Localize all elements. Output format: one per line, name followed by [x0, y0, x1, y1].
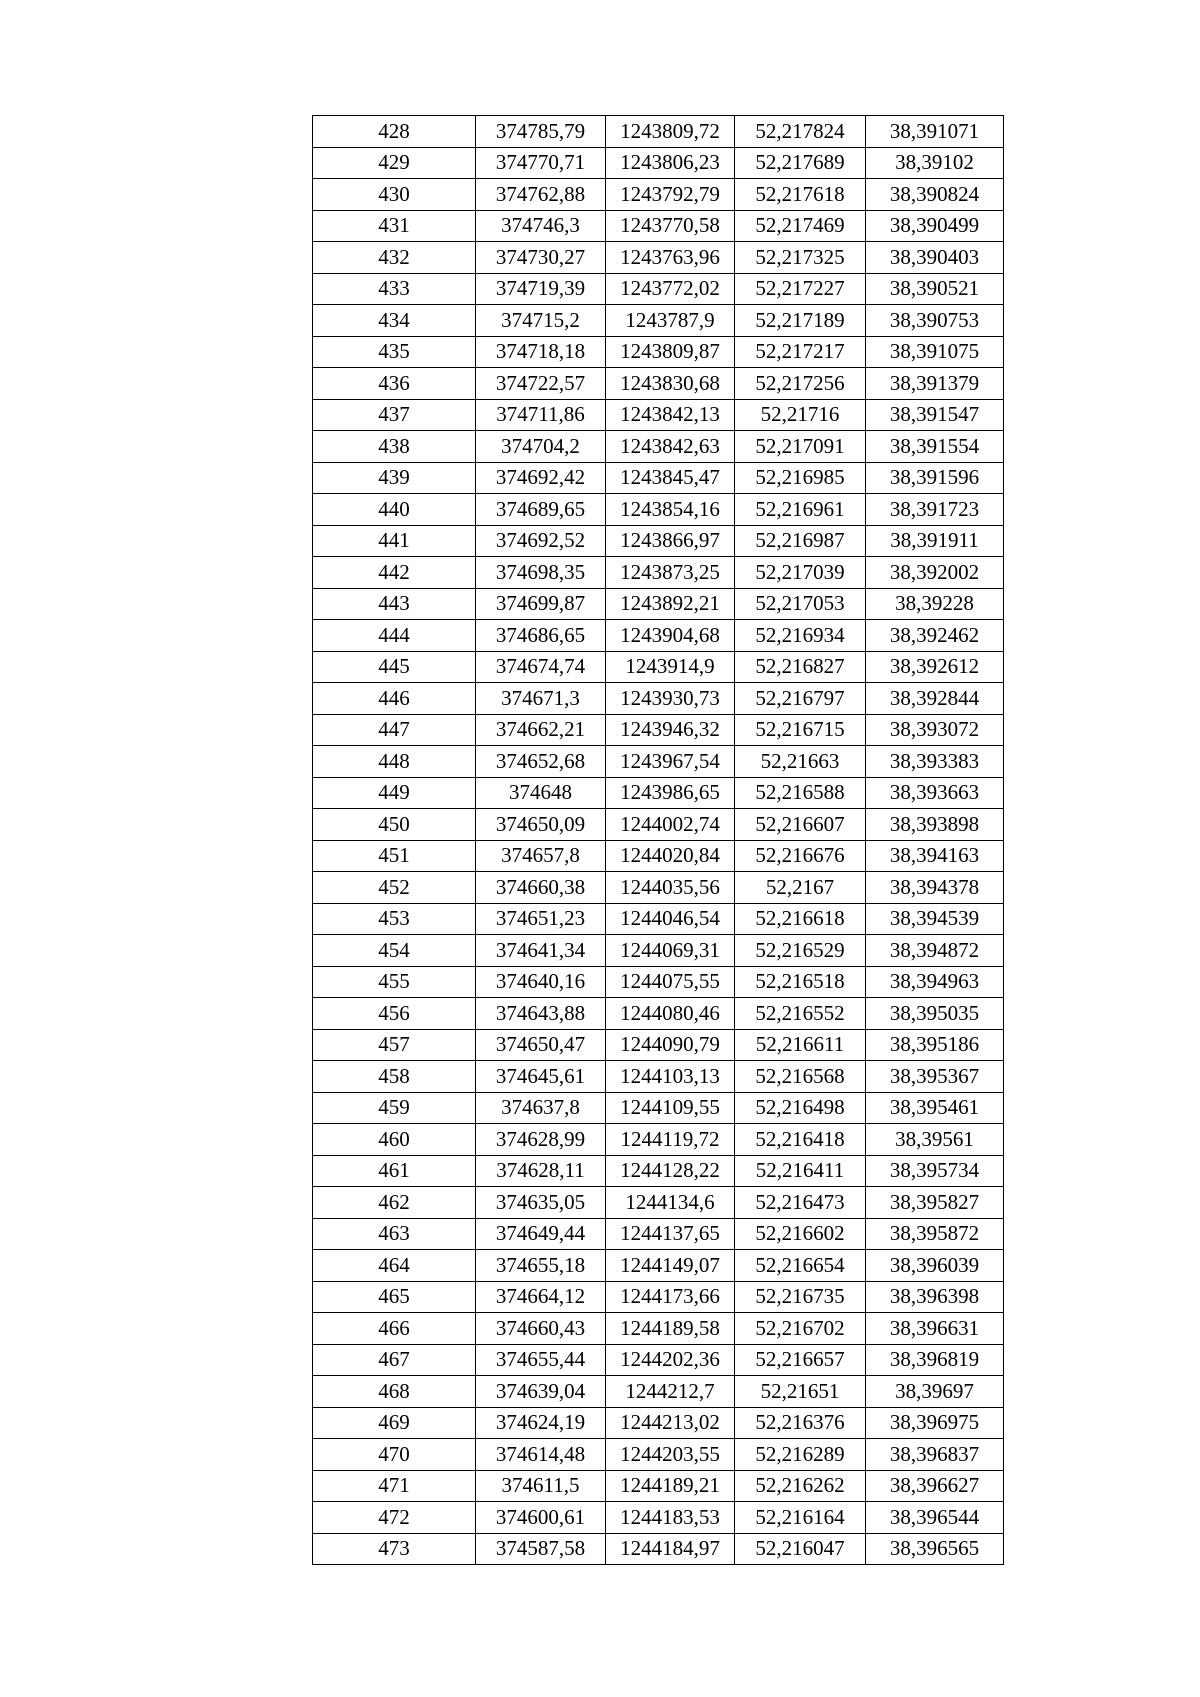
x-coordinate-cell: 374587,58 [476, 1533, 606, 1565]
latitude-cell: 52,216529 [735, 935, 866, 967]
longitude-cell: 38,394872 [866, 935, 1004, 967]
longitude-cell: 38,396819 [866, 1344, 1004, 1376]
longitude-cell: 38,390521 [866, 273, 1004, 305]
table-row [313, 1250, 1004, 1282]
x-coordinate-cell: 374643,88 [476, 998, 606, 1030]
coordinates-table-body [313, 116, 1004, 1565]
x-coordinate-cell: 374637,8 [476, 1092, 606, 1124]
longitude-cell: 38,39697 [866, 1376, 1004, 1408]
table-row [313, 210, 1004, 242]
point-number-cell: 435 [313, 336, 476, 368]
table-row [313, 179, 1004, 211]
table-row [313, 1092, 1004, 1124]
y-coordinate-cell: 1243967,54 [606, 746, 735, 778]
x-coordinate-cell: 374704,2 [476, 431, 606, 463]
y-coordinate-cell: 1244189,58 [606, 1313, 735, 1345]
point-number-cell: 450 [313, 809, 476, 841]
x-coordinate-cell: 374628,99 [476, 1124, 606, 1156]
table-row [313, 557, 1004, 589]
y-coordinate-cell: 1244213,02 [606, 1407, 735, 1439]
longitude-cell: 38,391547 [866, 399, 1004, 431]
y-coordinate-cell: 1244149,07 [606, 1250, 735, 1282]
point-number-cell: 472 [313, 1502, 476, 1534]
y-coordinate-cell: 1244134,6 [606, 1187, 735, 1219]
table-row [313, 1439, 1004, 1471]
latitude-cell: 52,216611 [735, 1029, 866, 1061]
point-number-cell: 447 [313, 714, 476, 746]
y-coordinate-cell: 1243930,73 [606, 683, 735, 715]
longitude-cell: 38,395367 [866, 1061, 1004, 1093]
table-row [313, 1155, 1004, 1187]
longitude-cell: 38,392844 [866, 683, 1004, 715]
point-number-cell: 442 [313, 557, 476, 589]
longitude-cell: 38,39561 [866, 1124, 1004, 1156]
latitude-cell: 52,217053 [735, 588, 866, 620]
longitude-cell: 38,394539 [866, 903, 1004, 935]
point-number-cell: 428 [313, 116, 476, 148]
point-number-cell: 433 [313, 273, 476, 305]
x-coordinate-cell: 374692,52 [476, 525, 606, 557]
latitude-cell: 52,217256 [735, 368, 866, 400]
point-number-cell: 461 [313, 1155, 476, 1187]
point-number-cell: 429 [313, 147, 476, 179]
table-row [313, 1502, 1004, 1534]
table-row [313, 1029, 1004, 1061]
point-number-cell: 432 [313, 242, 476, 274]
point-number-cell: 462 [313, 1187, 476, 1219]
table-row [313, 1124, 1004, 1156]
latitude-cell: 52,216047 [735, 1533, 866, 1565]
table-row [313, 746, 1004, 778]
table-row [313, 494, 1004, 526]
table-row [313, 1376, 1004, 1408]
longitude-cell: 38,394378 [866, 872, 1004, 904]
latitude-cell: 52,217689 [735, 147, 866, 179]
x-coordinate-cell: 374662,21 [476, 714, 606, 746]
y-coordinate-cell: 1244184,97 [606, 1533, 735, 1565]
table-row [313, 872, 1004, 904]
y-coordinate-cell: 1244035,56 [606, 872, 735, 904]
longitude-cell: 38,391071 [866, 116, 1004, 148]
latitude-cell: 52,217227 [735, 273, 866, 305]
point-number-cell: 443 [313, 588, 476, 620]
y-coordinate-cell: 1244109,55 [606, 1092, 735, 1124]
latitude-cell: 52,216498 [735, 1092, 866, 1124]
table-row [313, 588, 1004, 620]
point-number-cell: 436 [313, 368, 476, 400]
latitude-cell: 52,216607 [735, 809, 866, 841]
longitude-cell: 38,395872 [866, 1218, 1004, 1250]
longitude-cell: 38,391379 [866, 368, 1004, 400]
latitude-cell: 52,216827 [735, 651, 866, 683]
latitude-cell: 52,217189 [735, 305, 866, 337]
latitude-cell: 52,216164 [735, 1502, 866, 1534]
point-number-cell: 469 [313, 1407, 476, 1439]
longitude-cell: 38,391596 [866, 462, 1004, 494]
x-coordinate-cell: 374664,12 [476, 1281, 606, 1313]
point-number-cell: 470 [313, 1439, 476, 1471]
y-coordinate-cell: 1243946,32 [606, 714, 735, 746]
latitude-cell: 52,21663 [735, 746, 866, 778]
x-coordinate-cell: 374639,04 [476, 1376, 606, 1408]
point-number-cell: 434 [313, 305, 476, 337]
point-number-cell: 445 [313, 651, 476, 683]
point-number-cell: 439 [313, 462, 476, 494]
latitude-cell: 52,216987 [735, 525, 866, 557]
x-coordinate-cell: 374614,48 [476, 1439, 606, 1471]
point-number-cell: 438 [313, 431, 476, 463]
y-coordinate-cell: 1244128,22 [606, 1155, 735, 1187]
y-coordinate-cell: 1243830,68 [606, 368, 735, 400]
latitude-cell: 52,217824 [735, 116, 866, 148]
table-row [313, 1470, 1004, 1502]
latitude-cell: 52,217325 [735, 242, 866, 274]
y-coordinate-cell: 1244137,65 [606, 1218, 735, 1250]
y-coordinate-cell: 1244212,7 [606, 1376, 735, 1408]
x-coordinate-cell: 374719,39 [476, 273, 606, 305]
table-row [313, 714, 1004, 746]
longitude-cell: 38,394163 [866, 840, 1004, 872]
x-coordinate-cell: 374641,34 [476, 935, 606, 967]
x-coordinate-cell: 374655,18 [476, 1250, 606, 1282]
latitude-cell: 52,216702 [735, 1313, 866, 1345]
latitude-cell: 52,216676 [735, 840, 866, 872]
y-coordinate-cell: 1244119,72 [606, 1124, 735, 1156]
table-row [313, 368, 1004, 400]
point-number-cell: 468 [313, 1376, 476, 1408]
y-coordinate-cell: 1244075,55 [606, 966, 735, 998]
latitude-cell: 52,217618 [735, 179, 866, 211]
latitude-cell: 52,216618 [735, 903, 866, 935]
point-number-cell: 458 [313, 1061, 476, 1093]
point-number-cell: 454 [313, 935, 476, 967]
x-coordinate-cell: 374650,47 [476, 1029, 606, 1061]
longitude-cell: 38,395461 [866, 1092, 1004, 1124]
y-coordinate-cell: 1244202,36 [606, 1344, 735, 1376]
longitude-cell: 38,396398 [866, 1281, 1004, 1313]
latitude-cell: 52,217039 [735, 557, 866, 589]
coordinates-table [312, 115, 1004, 1565]
point-number-cell: 437 [313, 399, 476, 431]
y-coordinate-cell: 1244090,79 [606, 1029, 735, 1061]
x-coordinate-cell: 374715,2 [476, 305, 606, 337]
table-row [313, 242, 1004, 274]
table-row [313, 651, 1004, 683]
latitude-cell: 52,216961 [735, 494, 866, 526]
point-number-cell: 466 [313, 1313, 476, 1345]
latitude-cell: 52,216568 [735, 1061, 866, 1093]
longitude-cell: 38,39102 [866, 147, 1004, 179]
x-coordinate-cell: 374689,65 [476, 494, 606, 526]
table-row [313, 1218, 1004, 1250]
x-coordinate-cell: 374660,43 [476, 1313, 606, 1345]
latitude-cell: 52,21716 [735, 399, 866, 431]
table-row [313, 273, 1004, 305]
x-coordinate-cell: 374649,44 [476, 1218, 606, 1250]
y-coordinate-cell: 1244002,74 [606, 809, 735, 841]
point-number-cell: 460 [313, 1124, 476, 1156]
y-coordinate-cell: 1243873,25 [606, 557, 735, 589]
longitude-cell: 38,395035 [866, 998, 1004, 1030]
latitude-cell: 52,217091 [735, 431, 866, 463]
longitude-cell: 38,396975 [866, 1407, 1004, 1439]
y-coordinate-cell: 1243770,58 [606, 210, 735, 242]
table-row [313, 116, 1004, 148]
table-row [313, 147, 1004, 179]
point-number-cell: 463 [313, 1218, 476, 1250]
table-row [313, 840, 1004, 872]
y-coordinate-cell: 1243787,9 [606, 305, 735, 337]
y-coordinate-cell: 1243914,9 [606, 651, 735, 683]
latitude-cell: 52,216552 [735, 998, 866, 1030]
y-coordinate-cell: 1243866,97 [606, 525, 735, 557]
table-row [313, 620, 1004, 652]
point-number-cell: 465 [313, 1281, 476, 1313]
longitude-cell: 38,391911 [866, 525, 1004, 557]
x-coordinate-cell: 374699,87 [476, 588, 606, 620]
longitude-cell: 38,392002 [866, 557, 1004, 589]
table-row [313, 1344, 1004, 1376]
x-coordinate-cell: 374655,44 [476, 1344, 606, 1376]
y-coordinate-cell: 1243842,13 [606, 399, 735, 431]
table-row [313, 462, 1004, 494]
longitude-cell: 38,390403 [866, 242, 1004, 274]
y-coordinate-cell: 1243845,47 [606, 462, 735, 494]
latitude-cell: 52,216518 [735, 966, 866, 998]
y-coordinate-cell: 1243854,16 [606, 494, 735, 526]
y-coordinate-cell: 1243809,72 [606, 116, 735, 148]
longitude-cell: 38,391723 [866, 494, 1004, 526]
longitude-cell: 38,395827 [866, 1187, 1004, 1219]
point-number-cell: 453 [313, 903, 476, 935]
longitude-cell: 38,390753 [866, 305, 1004, 337]
table-row [313, 1407, 1004, 1439]
latitude-cell: 52,21651 [735, 1376, 866, 1408]
longitude-cell: 38,393663 [866, 777, 1004, 809]
x-coordinate-cell: 374711,86 [476, 399, 606, 431]
y-coordinate-cell: 1243809,87 [606, 336, 735, 368]
longitude-cell: 38,391554 [866, 431, 1004, 463]
y-coordinate-cell: 1244189,21 [606, 1470, 735, 1502]
latitude-cell: 52,216934 [735, 620, 866, 652]
x-coordinate-cell: 374651,23 [476, 903, 606, 935]
latitude-cell: 52,216411 [735, 1155, 866, 1187]
latitude-cell: 52,216376 [735, 1407, 866, 1439]
point-number-cell: 430 [313, 179, 476, 211]
table-row [313, 903, 1004, 935]
y-coordinate-cell: 1244020,84 [606, 840, 735, 872]
longitude-cell: 38,396837 [866, 1439, 1004, 1471]
point-number-cell: 448 [313, 746, 476, 778]
point-number-cell: 451 [313, 840, 476, 872]
latitude-cell: 52,216418 [735, 1124, 866, 1156]
point-number-cell: 449 [313, 777, 476, 809]
x-coordinate-cell: 374746,3 [476, 210, 606, 242]
x-coordinate-cell: 374635,05 [476, 1187, 606, 1219]
point-number-cell: 471 [313, 1470, 476, 1502]
table-row [313, 336, 1004, 368]
x-coordinate-cell: 374657,8 [476, 840, 606, 872]
point-number-cell: 452 [313, 872, 476, 904]
x-coordinate-cell: 374730,27 [476, 242, 606, 274]
y-coordinate-cell: 1244173,66 [606, 1281, 735, 1313]
y-coordinate-cell: 1243806,23 [606, 147, 735, 179]
x-coordinate-cell: 374600,61 [476, 1502, 606, 1534]
y-coordinate-cell: 1244183,53 [606, 1502, 735, 1534]
point-number-cell: 431 [313, 210, 476, 242]
latitude-cell: 52,216985 [735, 462, 866, 494]
latitude-cell: 52,216262 [735, 1470, 866, 1502]
x-coordinate-cell: 374785,79 [476, 116, 606, 148]
y-coordinate-cell: 1244080,46 [606, 998, 735, 1030]
y-coordinate-cell: 1243842,63 [606, 431, 735, 463]
latitude-cell: 52,216289 [735, 1439, 866, 1471]
latitude-cell: 52,217217 [735, 336, 866, 368]
y-coordinate-cell: 1243986,65 [606, 777, 735, 809]
longitude-cell: 38,395186 [866, 1029, 1004, 1061]
x-coordinate-cell: 374640,16 [476, 966, 606, 998]
latitude-cell: 52,217469 [735, 210, 866, 242]
longitude-cell: 38,396627 [866, 1470, 1004, 1502]
table-row [313, 525, 1004, 557]
point-number-cell: 440 [313, 494, 476, 526]
y-coordinate-cell: 1243904,68 [606, 620, 735, 652]
y-coordinate-cell: 1243763,96 [606, 242, 735, 274]
latitude-cell: 52,2167 [735, 872, 866, 904]
y-coordinate-cell: 1243792,79 [606, 179, 735, 211]
table-row [313, 683, 1004, 715]
longitude-cell: 38,394963 [866, 966, 1004, 998]
x-coordinate-cell: 374686,65 [476, 620, 606, 652]
longitude-cell: 38,396544 [866, 1502, 1004, 1534]
y-coordinate-cell: 1243892,21 [606, 588, 735, 620]
latitude-cell: 52,216473 [735, 1187, 866, 1219]
longitude-cell: 38,396631 [866, 1313, 1004, 1345]
x-coordinate-cell: 374671,3 [476, 683, 606, 715]
x-coordinate-cell: 374770,71 [476, 147, 606, 179]
x-coordinate-cell: 374692,42 [476, 462, 606, 494]
y-coordinate-cell: 1244069,31 [606, 935, 735, 967]
longitude-cell: 38,39228 [866, 588, 1004, 620]
point-number-cell: 456 [313, 998, 476, 1030]
latitude-cell: 52,216715 [735, 714, 866, 746]
table-row [313, 399, 1004, 431]
x-coordinate-cell: 374645,61 [476, 1061, 606, 1093]
latitude-cell: 52,216588 [735, 777, 866, 809]
x-coordinate-cell: 374674,74 [476, 651, 606, 683]
longitude-cell: 38,392462 [866, 620, 1004, 652]
x-coordinate-cell: 374650,09 [476, 809, 606, 841]
table-row [313, 1061, 1004, 1093]
x-coordinate-cell: 374660,38 [476, 872, 606, 904]
table-row [313, 305, 1004, 337]
point-number-cell: 459 [313, 1092, 476, 1124]
longitude-cell: 38,391075 [866, 336, 1004, 368]
point-number-cell: 473 [313, 1533, 476, 1565]
table-row [313, 431, 1004, 463]
longitude-cell: 38,390499 [866, 210, 1004, 242]
x-coordinate-cell: 374762,88 [476, 179, 606, 211]
longitude-cell: 38,393383 [866, 746, 1004, 778]
table-row [313, 777, 1004, 809]
x-coordinate-cell: 374628,11 [476, 1155, 606, 1187]
table-row [313, 966, 1004, 998]
y-coordinate-cell: 1244203,55 [606, 1439, 735, 1471]
latitude-cell: 52,216654 [735, 1250, 866, 1282]
point-number-cell: 446 [313, 683, 476, 715]
point-number-cell: 444 [313, 620, 476, 652]
x-coordinate-cell: 374648 [476, 777, 606, 809]
x-coordinate-cell: 374718,18 [476, 336, 606, 368]
x-coordinate-cell: 374698,35 [476, 557, 606, 589]
y-coordinate-cell: 1244046,54 [606, 903, 735, 935]
latitude-cell: 52,216735 [735, 1281, 866, 1313]
point-number-cell: 455 [313, 966, 476, 998]
table-row [313, 1533, 1004, 1565]
table-row [313, 1187, 1004, 1219]
table-row [313, 998, 1004, 1030]
x-coordinate-cell: 374652,68 [476, 746, 606, 778]
latitude-cell: 52,216797 [735, 683, 866, 715]
x-coordinate-cell: 374722,57 [476, 368, 606, 400]
longitude-cell: 38,396039 [866, 1250, 1004, 1282]
longitude-cell: 38,390824 [866, 179, 1004, 211]
longitude-cell: 38,396565 [866, 1533, 1004, 1565]
y-coordinate-cell: 1244103,13 [606, 1061, 735, 1093]
longitude-cell: 38,392612 [866, 651, 1004, 683]
point-number-cell: 467 [313, 1344, 476, 1376]
table-row [313, 1313, 1004, 1345]
x-coordinate-cell: 374624,19 [476, 1407, 606, 1439]
table-row [313, 935, 1004, 967]
longitude-cell: 38,393898 [866, 809, 1004, 841]
table-row [313, 1281, 1004, 1313]
table-row [313, 809, 1004, 841]
latitude-cell: 52,216657 [735, 1344, 866, 1376]
x-coordinate-cell: 374611,5 [476, 1470, 606, 1502]
point-number-cell: 441 [313, 525, 476, 557]
longitude-cell: 38,393072 [866, 714, 1004, 746]
point-number-cell: 457 [313, 1029, 476, 1061]
y-coordinate-cell: 1243772,02 [606, 273, 735, 305]
latitude-cell: 52,216602 [735, 1218, 866, 1250]
longitude-cell: 38,395734 [866, 1155, 1004, 1187]
point-number-cell: 464 [313, 1250, 476, 1282]
